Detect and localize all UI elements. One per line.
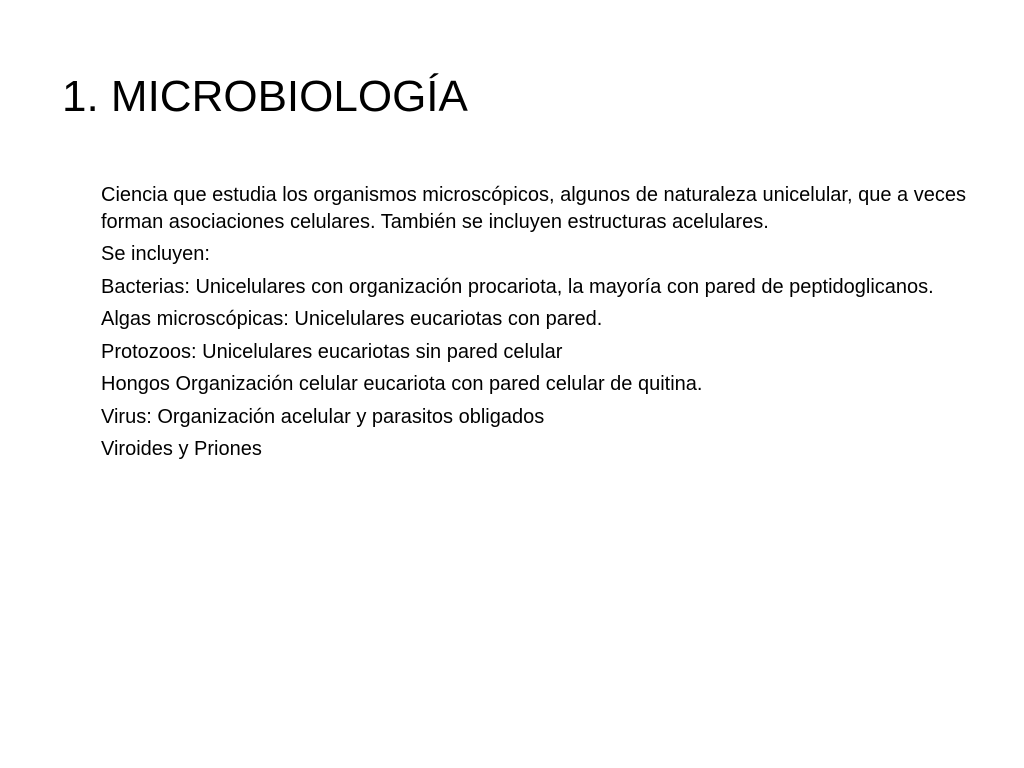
item-bacterias: Bacterias: Unicelulares con organización procariota, la mayoría con pared de peptidoglicanos.: [101, 275, 934, 298]
item-viroides-priones: Viroides y Priones: [101, 438, 262, 460]
slide-body: [101, 182, 981, 469]
item-algas: Algas microscópicas: Unicelulares eucariotas con pared.: [101, 308, 603, 330]
slide-title: 1. MICROBIOLOGÍA: [62, 72, 468, 121]
item-hongos: Hongos Organización celular eucariota con pared celular de quitina.: [101, 373, 703, 395]
item-protozoos: Protozoos: Unicelulares eucariotas sin pared celular: [101, 340, 563, 363]
item-virus: Virus: Organización acelular y parasitos obligados: [101, 405, 545, 428]
includes-heading: Se incluyen:: [101, 243, 210, 265]
definition-paragraph: Ciencia que estudia los organismos microscópicos, algunos de naturaleza unicelular, que a veces forman asociaciones celulares. También se incluyen estructuras acelulares.: [101, 184, 966, 233]
